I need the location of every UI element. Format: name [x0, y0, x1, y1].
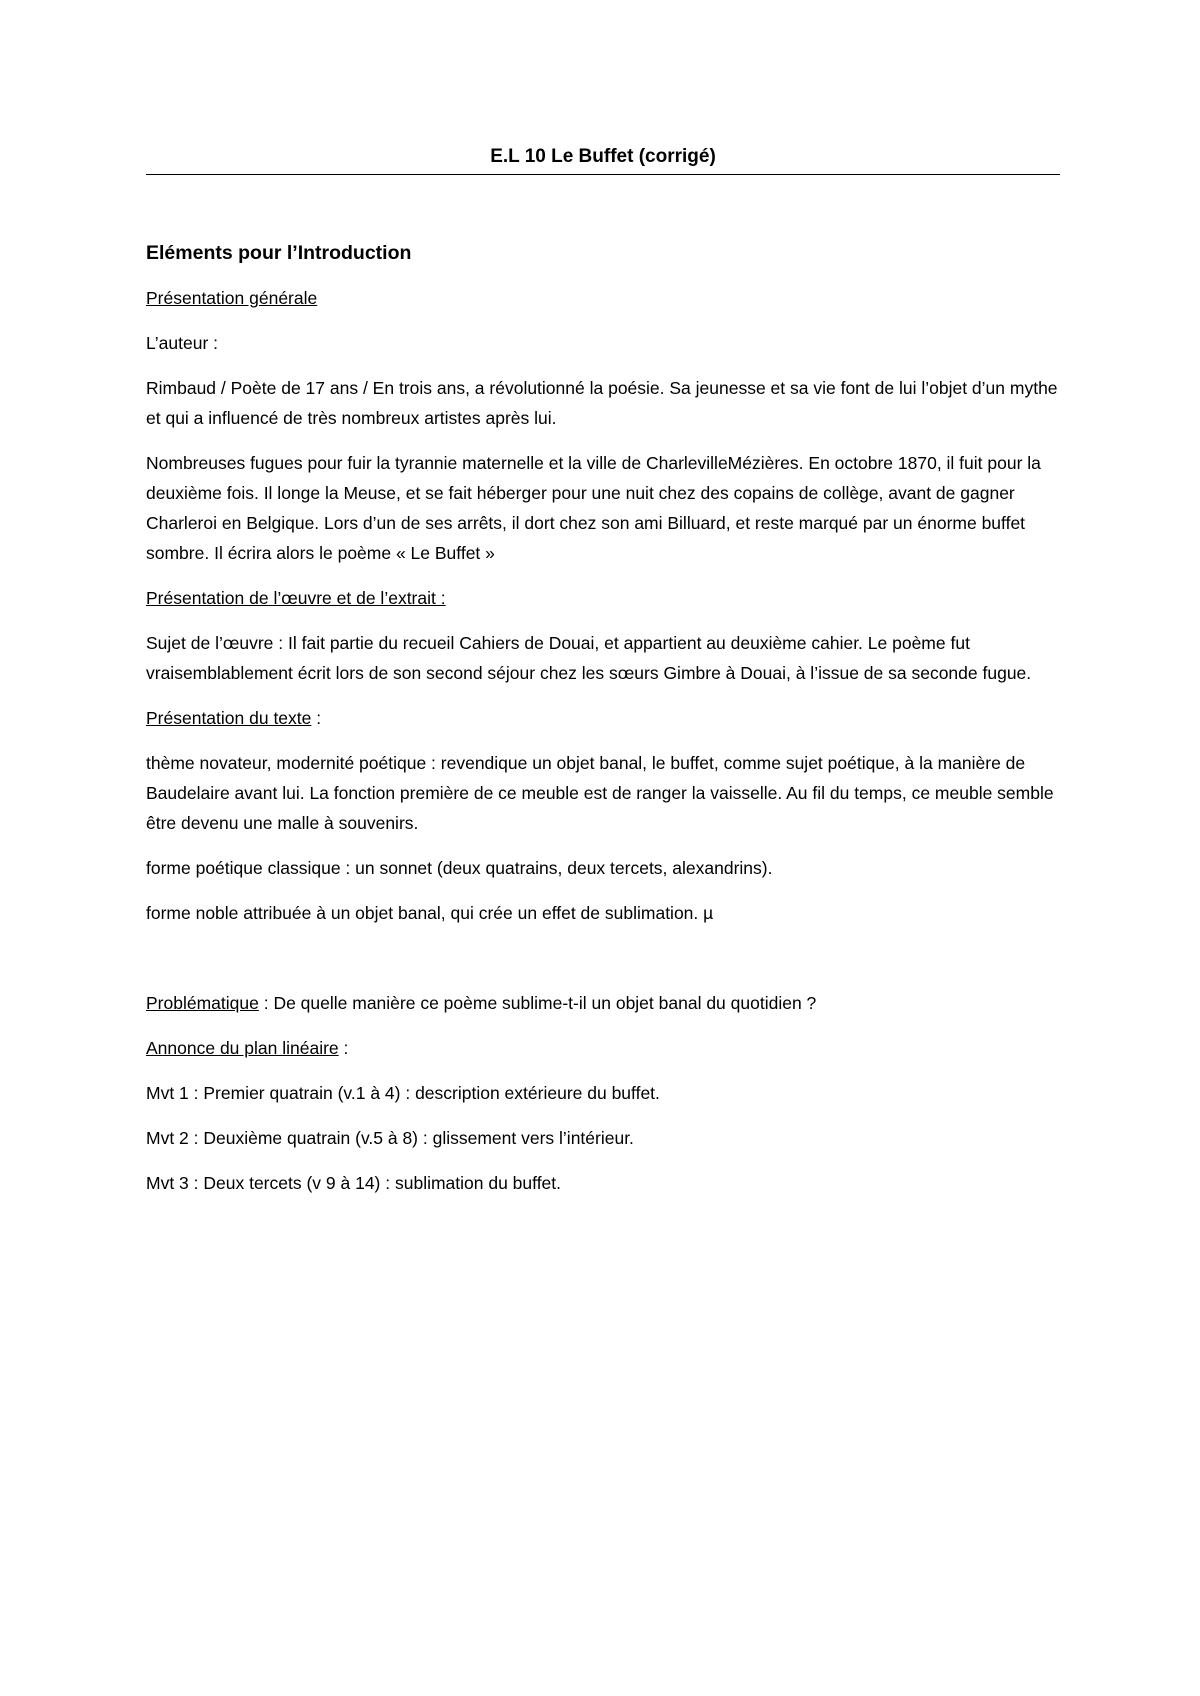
paragraph-theme-novateur: thème novateur, modernité poétique : revendique un objet banal, le buffet, comme sujet poétique, à la manière de Baudelaire avant lui. La fonction première de ce meuble est de ranger la vaisselle. Au fil du temps, ce meuble semble être devenu une malle à souvenirs.: [146, 753, 1054, 833]
auteur-label: L’auteur :: [146, 333, 218, 353]
problematique-text: : De quelle manière ce poème sublime-t-il un objet banal du quotidien ?: [258, 993, 817, 1013]
problematique: [146, 988, 1066, 1018]
mouvement-1: Mvt 1 : Premier quatrain (v.1 à 4) : description extérieure du buffet.: [146, 1083, 660, 1103]
presentation-texte-suffix: :: [311, 708, 322, 728]
document-body: [146, 238, 1066, 1213]
paragraph-sujet-oeuvre: Sujet de l’œuvre : Il fait partie du recueil Cahiers de Douai, et appartient au deuxième cahier. Le poème fut vraisemblablement écrit lors de son second séjour chez les sœurs Gimbre à Douai, à l’issue de sa seconde fugue.: [146, 633, 1032, 683]
section-presentation-texte: [146, 703, 1066, 733]
plan-label: Annonce du plan linéaire: [146, 1038, 339, 1058]
paragraph-forme-noble: forme noble attribuée à un objet banal, qui crée un effet de sublimation. µ: [146, 903, 714, 923]
mouvement-2: Mvt 2 : Deuxième quatrain (v.5 à 8) : glissement vers l’intérieur.: [146, 1128, 634, 1148]
problematique-label: Problématique: [146, 993, 259, 1013]
plan-suffix: :: [338, 1038, 349, 1058]
mouvement-3: Mvt 3 : Deux tercets (v 9 à 14) : sublimation du buffet.: [146, 1173, 562, 1193]
section-presentation-generale: Présentation générale: [146, 288, 318, 308]
document-title: E.L 10 Le Buffet (corrigé): [490, 146, 716, 167]
plan-annonce: [146, 1033, 1066, 1063]
spacer: [146, 943, 1066, 988]
presentation-texte-label: Présentation du texte: [146, 708, 312, 728]
section-presentation-oeuvre: Présentation de l’œuvre et de l’extrait :: [146, 588, 446, 608]
paragraph-fugues: Nombreuses fugues pour fuir la tyrannie maternelle et la ville de CharlevilleMézières. En octobre 1870, il fuit pour la deuxième fois. Il longe la Meuse, et se fait héberger pour une nuit chez des copains de collège, avant de gagner Charleroi en Belgique. Lors d’un de ses arrêts, il dort chez son ami Billuard, et reste marqué par un énorme buffet sombre. Il écrira alors le poème « Le Buffet »: [146, 453, 1041, 563]
intro-heading: Eléments pour l’Introduction: [146, 242, 412, 264]
paragraph-rimbaud: Rimbaud / Poète de 17 ans / En trois ans, a révolutionné la poésie. Sa jeunesse et sa vie font de lui l’objet d’un mythe et qui a influencé de très nombreux artistes après lui.: [146, 378, 1058, 428]
title-underline-rule: [146, 174, 1060, 175]
paragraph-forme-classique: forme poétique classique : un sonnet (deux quatrains, deux tercets, alexandrins).: [146, 858, 773, 878]
